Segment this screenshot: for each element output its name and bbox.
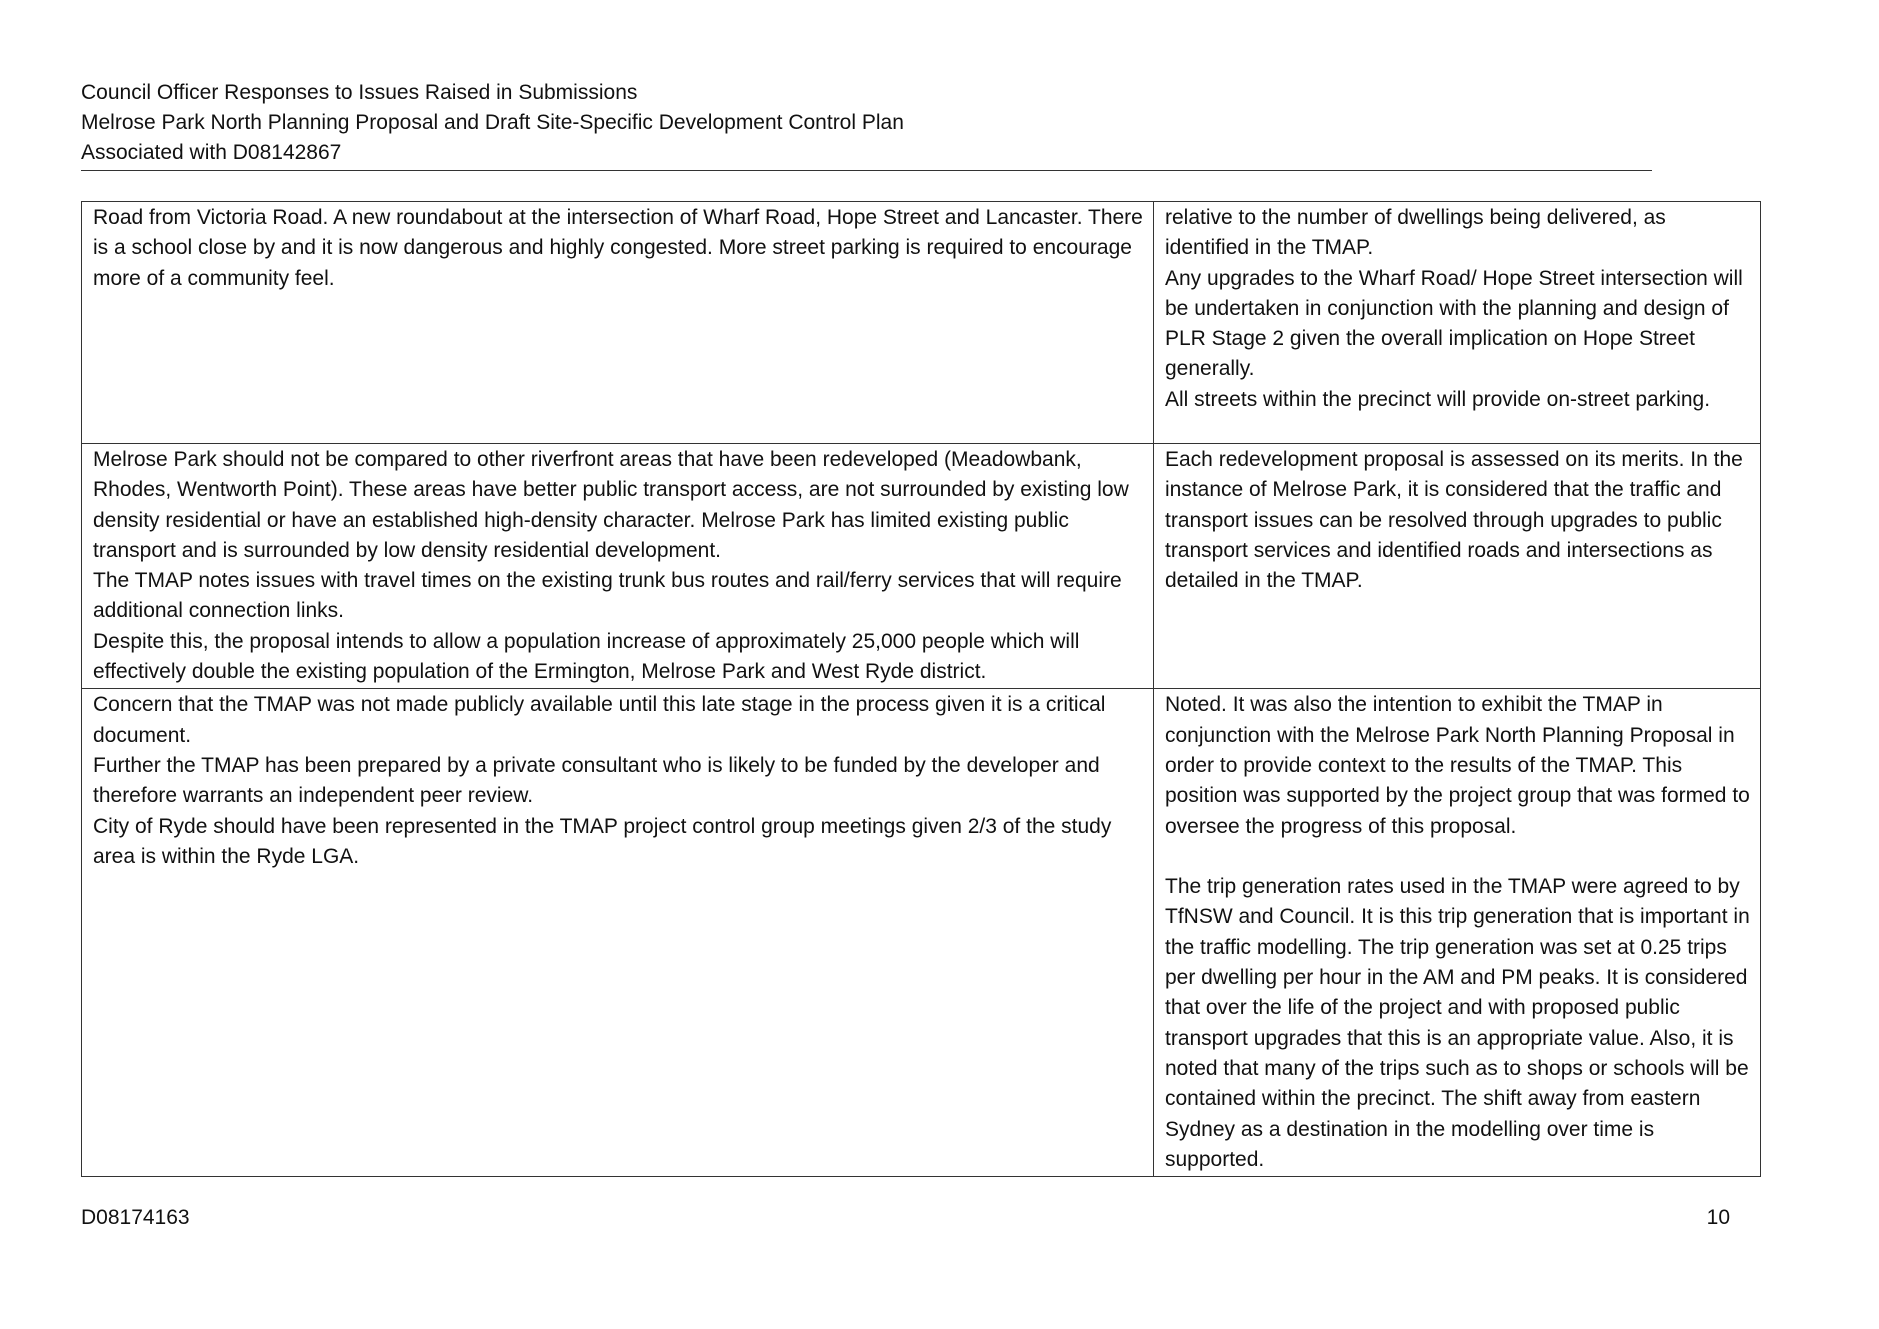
header-title: Council Officer Responses to Issues Raised in Submissions [81, 81, 638, 104]
header-divider [81, 170, 1652, 171]
paragraph-spacer [1165, 842, 1750, 872]
issue-text: The TMAP notes issues with travel times on the existing trunk bus routes and rail/ferry services that will require additional connection links. [93, 569, 1122, 623]
response-text: The trip generation rates used in the TMAP were agreed to by TfNSW and Council. It is this trip generation that is important in the traffic modelling. The trip generation was set at 0.25 trips per dwelling per hour in the AM and PM peaks. It is considered that over the life of the project and with proposed public transport upgrades that this is an appropriate value. Also, it is noted that many of the trips such as to shops or schools will be contained within the precinct. The shift away from eastern Sydney as a destination in the modelling over time is supported. [1165, 875, 1750, 1171]
header-reference: Associated with D08142867 [81, 141, 342, 164]
issue-text: Concern that the TMAP was not made publicly available until this late stage in the process given it is a critical document. [93, 693, 1106, 747]
issue-text: Road from Victoria Road. A new roundabout at the intersection of Wharf Road, Hope Street and Lancaster. There is a school close by and it is now dangerous and highly congested. More street parking is required to encourage more of a community feel. [93, 206, 1143, 290]
table-row [82, 689, 1761, 1177]
table-row [82, 444, 1761, 689]
response-text: Any upgrades to the Wharf Road/ Hope Street intersection will be undertaken in conjunction with the planning and design of PLR Stage 2 given the overall implication on Hope Street generally. [1165, 266, 1743, 381]
response-cell [1154, 202, 1761, 444]
issue-cell [82, 202, 1154, 444]
response-cell [1154, 444, 1761, 689]
table-row [82, 202, 1761, 444]
response-text: relative to the number of dwellings being delivered, as identified in the TMAP. [1165, 206, 1666, 260]
issue-cell [82, 689, 1154, 1177]
response-text: Each redevelopment proposal is assessed on its merits. In the instance of Melrose Park, it is considered that the traffic and transport issues can be resolved through upgrades to public transport services and identified roads and intersections as detailed in the TMAP. [1165, 448, 1743, 593]
response-cell [1154, 689, 1761, 1177]
page-header [81, 78, 1651, 168]
response-text: Noted. It was also the intention to exhibit the TMAP in conjunction with the Melrose Park North Planning Proposal in order to provide context to the results of the TMAP. This position was supported by the project group that was formed to oversee the progress of this proposal. [1165, 693, 1750, 838]
issue-text: Melrose Park should not be compared to other riverfront areas that have been redeveloped (Meadowbank, Rhodes, Wentworth Point). These areas have better public transport access, are not surrounded by existing low density residential or have an established high-density character. Melrose Park has limited existing public transport and is surrounded by low density residential development. [93, 448, 1129, 562]
issue-cell [82, 444, 1154, 689]
submissions-table [81, 201, 1761, 1177]
footer-document-id: D08174163 [81, 1206, 190, 1229]
issue-text: City of Ryde should have been represented in the TMAP project control group meetings given 2/3 of the study area is within the Ryde LGA. [93, 814, 1112, 868]
header-subtitle: Melrose Park North Planning Proposal and Draft Site-Specific Development Control Plan [81, 111, 904, 134]
issue-text: Further the TMAP has been prepared by a private consultant who is likely to be funded by the developer and therefore warrants an independent peer review. [93, 753, 1100, 808]
response-text: All streets within the precinct will provide on-street parking. [1165, 387, 1711, 411]
issue-text: Despite this, the proposal intends to allow a population increase of approximately 25,000 people which will effectively double the existing population of the Ermington, Melrose Park and West Ryde district. [93, 629, 1080, 684]
footer-page-number: 10 [1706, 1206, 1730, 1229]
